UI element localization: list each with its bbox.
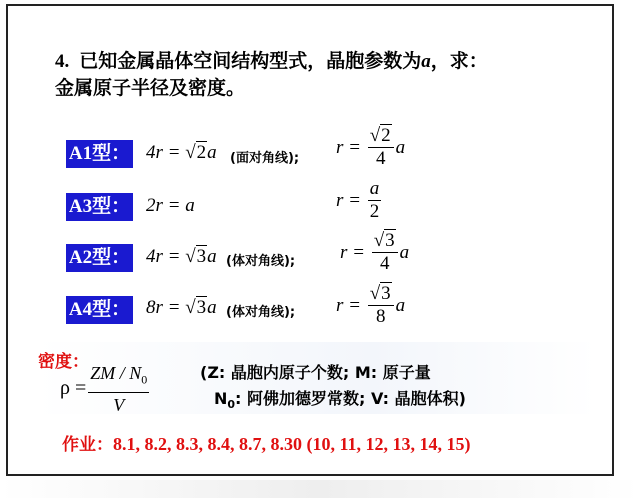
question-number: 4. <box>55 51 70 72</box>
label-a2: A2型： <box>66 244 133 272</box>
result-radicand: 3 <box>385 230 395 251</box>
label-a3: A3型： <box>66 193 133 221</box>
eq-lhs: 4r = <box>146 142 186 163</box>
result-radicand: 2 <box>381 125 391 146</box>
note-a2: (体对角线); <box>226 254 296 269</box>
question-text-part1: 已知金属晶体空间结构型式，晶胞参数为 <box>79 50 422 72</box>
equation-a2 <box>146 246 217 268</box>
eq-lhs: 2r = <box>146 195 186 216</box>
note-a1: (面对角线); <box>230 151 300 166</box>
eq-lhs: 4r = <box>146 246 186 267</box>
density-legend-line1: (Z: 晶胞内原子个数; M: 原子量 <box>200 363 431 382</box>
density-numerator: ZM / $N_0$ <box>88 361 149 393</box>
result-numerator: a <box>369 178 380 199</box>
result-a3: r = $\frac{a}{2}$ <box>336 178 380 222</box>
label-a1: A1型： <box>66 140 133 168</box>
result-radicand: 3 <box>381 283 391 304</box>
radicand: 3 <box>196 297 207 318</box>
note-a4: (体对角线); <box>226 305 296 320</box>
question-text-part2: ，求： <box>430 50 488 72</box>
result-denominator: 8 <box>375 306 386 327</box>
eq-var: a <box>207 142 217 163</box>
sqrt-symbol: √2 <box>185 142 207 163</box>
eq-var: a <box>185 195 195 216</box>
radicand: 2 <box>196 142 207 163</box>
sqrt-symbol: √3 <box>185 297 207 318</box>
question-variable: a <box>421 51 431 72</box>
eq-lhs: 8r = <box>146 297 186 318</box>
eq-var: a <box>207 297 217 318</box>
homework-label: 作业： <box>62 435 113 455</box>
result-a4: r = $\frac{√3}{8}$ a <box>336 283 406 327</box>
eq-var: a <box>207 246 217 267</box>
radicand: 3 <box>196 246 207 267</box>
result-denominator: 4 <box>375 148 386 169</box>
rho-symbol: ρ = <box>60 377 87 400</box>
bottom-fade <box>0 480 639 498</box>
homework-list: 8.1, 8.2, 8.3, 8.4, 8.7, 8.30 (10, 11, 12, 13, 14, 15) <box>113 434 471 454</box>
sqrt-symbol: √3 <box>185 246 207 267</box>
question-text <box>55 48 575 102</box>
density-legend-line2: $N_0$: 阿佛加德罗常数; V: 晶胞体积) <box>214 389 466 412</box>
homework <box>62 430 471 455</box>
result-a1: r = $\frac{√2}{4}$ a <box>336 125 406 169</box>
equation-a4 <box>146 297 217 319</box>
density-label: 密度： <box>38 352 89 372</box>
equation-a3 <box>146 195 195 217</box>
equation-a1 <box>146 142 217 164</box>
result-a2: r = $\frac{√3}{4}$ a <box>340 230 410 274</box>
result-denominator: 4 <box>379 253 390 274</box>
density-formula <box>60 361 151 417</box>
result-denominator: 2 <box>369 201 380 222</box>
question-text-line2: 金属原子半径及密度。 <box>55 77 246 99</box>
density-denominator: V <box>113 394 125 415</box>
label-a4: A4型： <box>66 296 133 324</box>
